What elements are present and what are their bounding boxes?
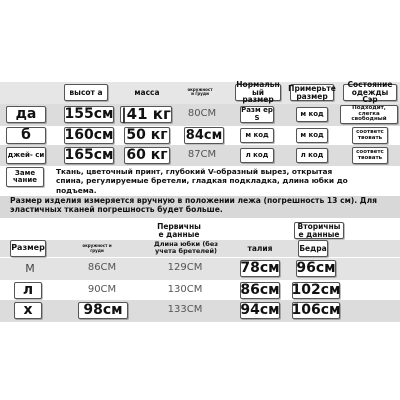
skirt-length-value: 130CM xyxy=(167,284,203,296)
fit-value: соответс твовать xyxy=(352,127,388,144)
header-skirt-length: Длина юбки (без учета бретелей) xyxy=(153,240,219,255)
waist-value: 86см xyxy=(240,282,280,299)
weight-value: 60 кг xyxy=(124,147,170,164)
size-value: л xyxy=(14,282,42,299)
header-bust: окружност и груди xyxy=(82,243,112,253)
remark-label: Заме чание xyxy=(6,167,44,187)
header-weight: масса xyxy=(134,87,160,97)
try-on-value: л код xyxy=(296,148,328,163)
header-normal-size: Нормальн ый размер xyxy=(236,79,280,105)
normal-size-value: м код xyxy=(240,128,274,143)
size-value: x xyxy=(14,302,42,319)
header-hips: Бедра xyxy=(298,240,328,257)
height-value: 165см xyxy=(64,147,114,164)
height-value: 155см xyxy=(64,106,114,123)
primary-data-header: Первичны е данные xyxy=(157,221,201,239)
hips-value: 102см xyxy=(291,282,341,299)
waist-value: 94см xyxy=(240,302,280,319)
skirt-length-value: 133CM xyxy=(167,304,203,316)
bust-value: 84см xyxy=(185,127,223,143)
header-size: Размер xyxy=(10,240,46,257)
height-value: 160см xyxy=(64,127,114,144)
header-height: высот а xyxy=(64,84,108,101)
row-label: б xyxy=(6,127,46,144)
remark-text: Ткань, цветочный принт, глубокий V-образный вырез, открытая спина, регулируемые бретели, гладкая подкладка, длина юбки до подъема. xyxy=(56,167,348,195)
bust-value: 80CM xyxy=(187,108,217,120)
bust-value: 98см xyxy=(78,302,128,319)
skirt-length-value: 129CM xyxy=(167,262,203,274)
size-value: M xyxy=(25,261,35,275)
secondary-data-header: Вторичны е данные xyxy=(294,222,344,239)
hips-value: 96см xyxy=(296,260,336,277)
row-label: да xyxy=(6,106,46,123)
weight-value: 50 кг xyxy=(124,127,170,144)
measurement-note: Размер изделия измеряется вручную в положении лежа (погрешность 13 см). Для эластичных тканей погрешность будет больше. xyxy=(10,196,378,215)
fit-value: соответс твовать xyxy=(352,147,388,164)
weight-value: |41 кг xyxy=(121,104,171,123)
fit-value: Подходит, слегка свободный xyxy=(340,105,398,124)
bust-value: 86CM xyxy=(87,262,117,274)
normal-size-value: Разм ер S xyxy=(241,106,273,122)
normal-size-value: л код xyxy=(240,148,274,163)
row-label: джей- си xyxy=(6,147,46,164)
header-fit: Состояние одежды Сэр xyxy=(343,84,397,101)
header-waist: талия xyxy=(247,243,273,253)
bust-value: 87CM xyxy=(187,149,217,161)
try-on-value: м код xyxy=(296,128,328,143)
waist-value: 78см xyxy=(240,260,280,277)
hips-value: 106см xyxy=(291,302,341,319)
bust-value: 90CM xyxy=(87,284,117,296)
header-try-on: Примерьте размер xyxy=(288,83,336,101)
try-on-value: м код xyxy=(296,107,328,122)
header-bust: окружност и груди xyxy=(187,86,213,96)
